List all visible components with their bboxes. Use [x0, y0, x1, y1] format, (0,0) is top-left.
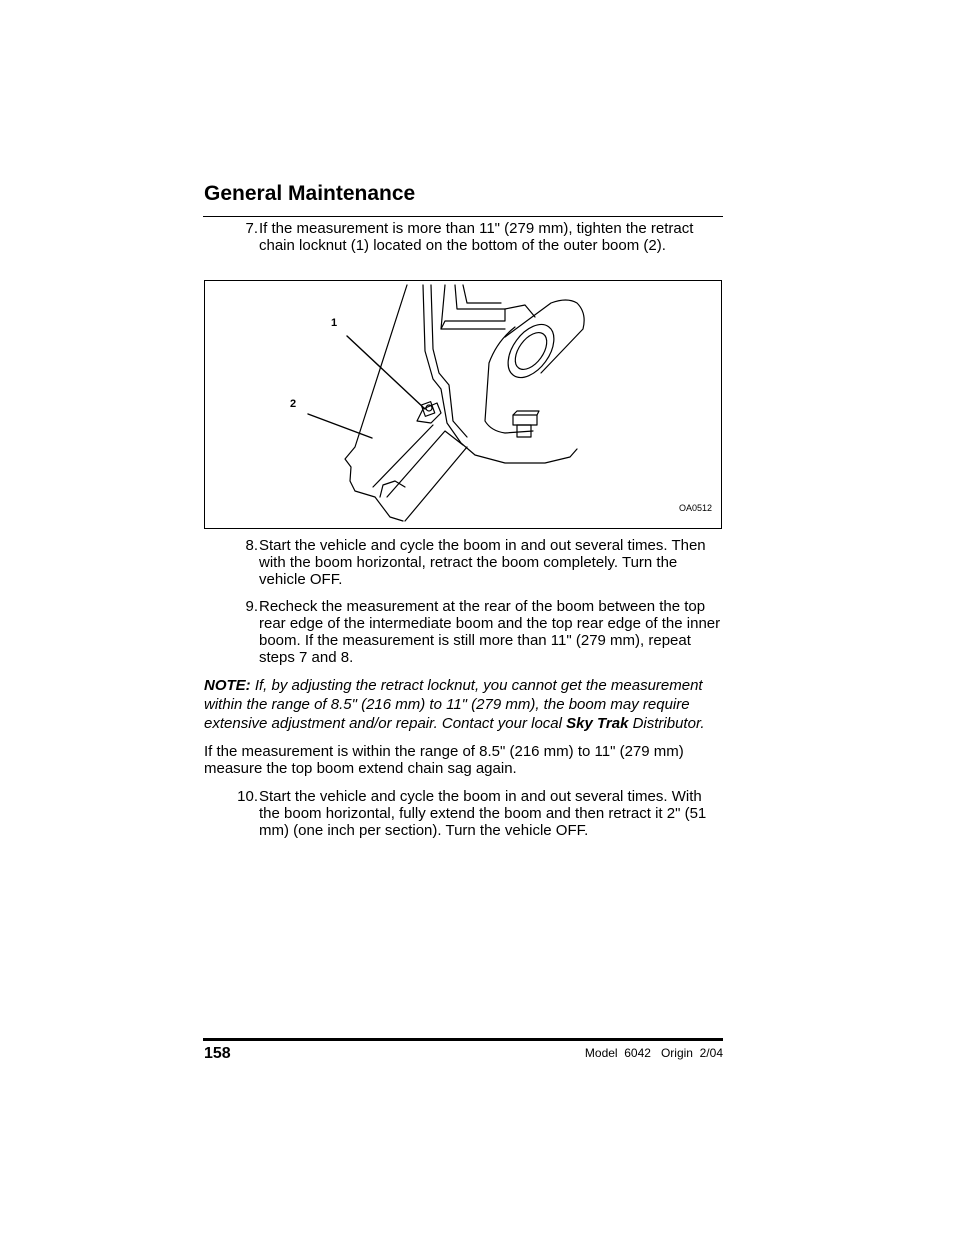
- boom-illustration: [205, 281, 721, 528]
- step-number: 9.: [245, 598, 258, 615]
- step-9: [204, 598, 724, 666]
- step-text: Recheck the measurement at the rear of the boom between the top rear edge of the intermediate boom and the top rear edge of the inner boom. If the measurement is still more than 11" (279 mm), repeat steps 7 and 8.: [259, 598, 721, 666]
- title-rule: [203, 216, 723, 217]
- callout-1: 1: [331, 317, 338, 329]
- brand-name: Sky Trak: [566, 715, 629, 732]
- step-text: If the measurement is more than 11" (279 mm), tighten the retract chain locknut (1) located on the bottom of the outer boom (2).: [259, 220, 694, 254]
- step-number: 7.: [245, 220, 258, 237]
- step-10: [204, 788, 724, 839]
- model-info: Model 6042 Origin 2/04: [584, 1046, 723, 1060]
- figure-code: OA0512: [678, 503, 712, 513]
- step-8: [204, 537, 724, 588]
- footer-rule: [203, 1038, 723, 1041]
- measurement-paragraph: If the measurement is within the range of 8.5" (216 mm) to 11" (279 mm) measure the top boom extend chain sag again.: [204, 743, 684, 777]
- page-title: General Maintenance: [204, 182, 416, 205]
- note-paragraph: [204, 676, 726, 733]
- note-text-end: Distributor.: [628, 715, 705, 732]
- note-text: If, by adjusting the retract locknut, you cannot get the measurement within the range of 8.5" (216 mm) to 11" (279 mm), the boom may require extensive adjustment and/or repair. Contact your local: [204, 677, 703, 732]
- page-number: 158: [204, 1045, 231, 1062]
- step-number: 10.: [237, 788, 258, 805]
- step-7: [204, 220, 724, 254]
- step-number: 8.: [245, 537, 258, 554]
- note-label: NOTE:: [204, 677, 251, 694]
- callout-2: 2: [290, 398, 297, 410]
- step-text: Start the vehicle and cycle the boom in and out several times. With the boom horizontal, fully extend the boom and then retract it 2" (51 mm) (one inch per section). Turn the vehicle OFF.: [259, 788, 707, 839]
- step-text: Start the vehicle and cycle the boom in and out several times. Then with the boom horizontal, retract the boom completely. Turn the vehicle OFF.: [259, 537, 706, 588]
- boom-figure: [204, 280, 722, 529]
